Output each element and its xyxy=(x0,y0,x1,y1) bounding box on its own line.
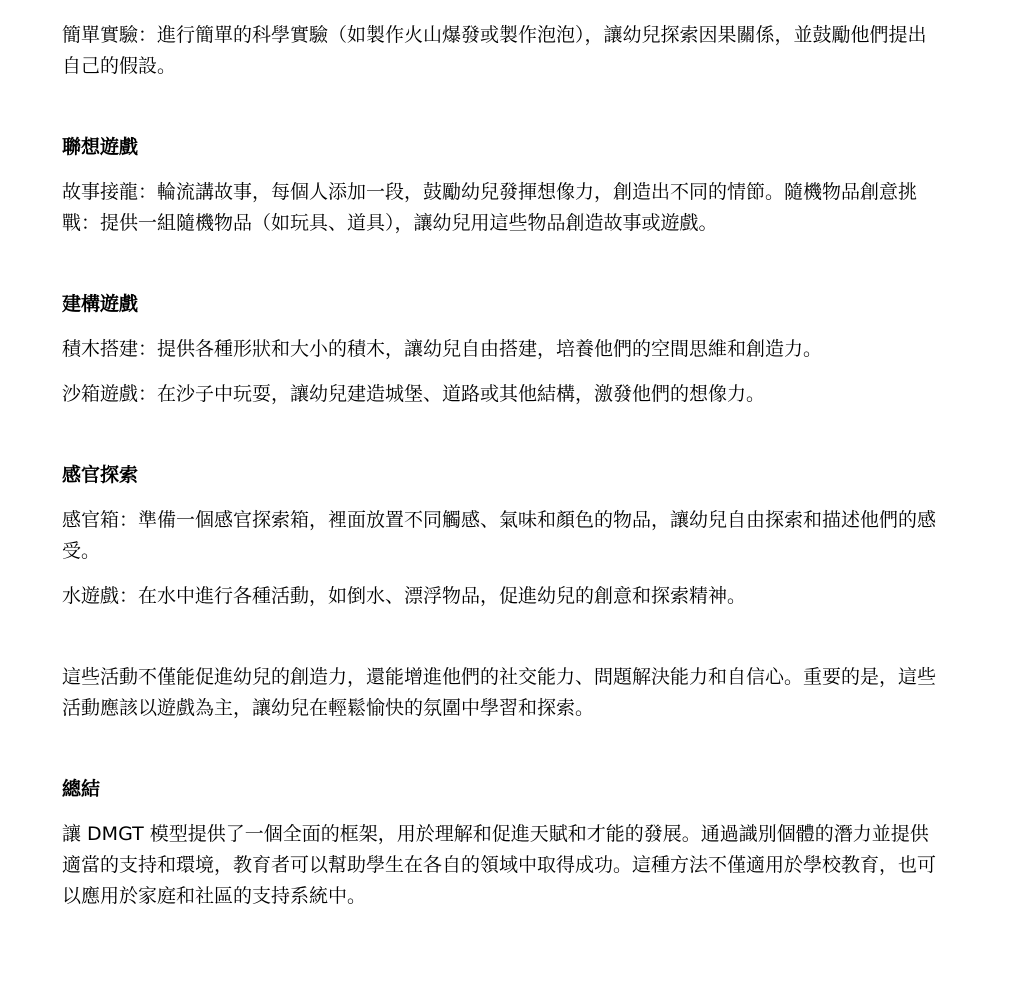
summary-heading: 總結 xyxy=(62,778,101,800)
summary-paragraph: 讓 DMGT 模型提供了一個全面的框架，用於理解和促進天賦和才能的發展。通過識別個體的潛力並提供適當的支持和環境，教育者可以幫助學生在各自的領域中取得成功。這種方法不僅適用於學校教育，也可以應用於家庭和社區的支持系統中。 xyxy=(62,823,937,907)
document-page xyxy=(62,20,942,912)
section-paragraph: 沙箱遊戲：在沙子中玩耍，讓幼兒建造城堡、道路或其他結構，激發他們的想像力。 xyxy=(62,383,766,405)
section-heading: 聯想遊戲 xyxy=(62,136,139,158)
section-association-games xyxy=(62,132,942,239)
closing-paragraph: 這些活動不僅能促進幼兒的創造力，還能增進他們的社交能力、問題解決能力和自信心。重要的是，這些活動應該以遊戲為主，讓幼兒在輕鬆愉快的氛圍中學習和探索。 xyxy=(62,666,937,719)
section-construction-games xyxy=(62,289,942,410)
section-paragraph: 積木搭建：提供各種形狀和大小的積木，讓幼兒自由搭建，培養他們的空間思維和創造力。 xyxy=(62,338,823,360)
section-paragraph: 水遊戲：在水中進行各種活動，如倒水、漂浮物品，促進幼兒的創意和探索精神。 xyxy=(62,585,747,607)
section-paragraph: 感官箱：準備一個感官探索箱，裡面放置不同觸感、氣味和顏色的物品，讓幼兒自由探索和描述他們的感受。 xyxy=(62,509,937,562)
intro-paragraph: 簡單實驗：進行簡單的科學實驗（如製作火山爆發或製作泡泡），讓幼兒探索因果關係，並鼓勵他們提出自己的假設。 xyxy=(62,24,927,77)
section-heading: 感官探索 xyxy=(62,464,139,486)
section-sensory-exploration xyxy=(62,460,942,612)
section-summary xyxy=(62,774,942,912)
section-heading: 建構遊戲 xyxy=(62,293,139,315)
section-paragraph: 故事接龍：輪流講故事，每個人添加一段，鼓勵幼兒發揮想像力，創造出不同的情節。隨機物品創意挑戰：提供一組隨機物品（如玩具、道具），讓幼兒用這些物品創造故事或遊戲。 xyxy=(62,181,918,234)
